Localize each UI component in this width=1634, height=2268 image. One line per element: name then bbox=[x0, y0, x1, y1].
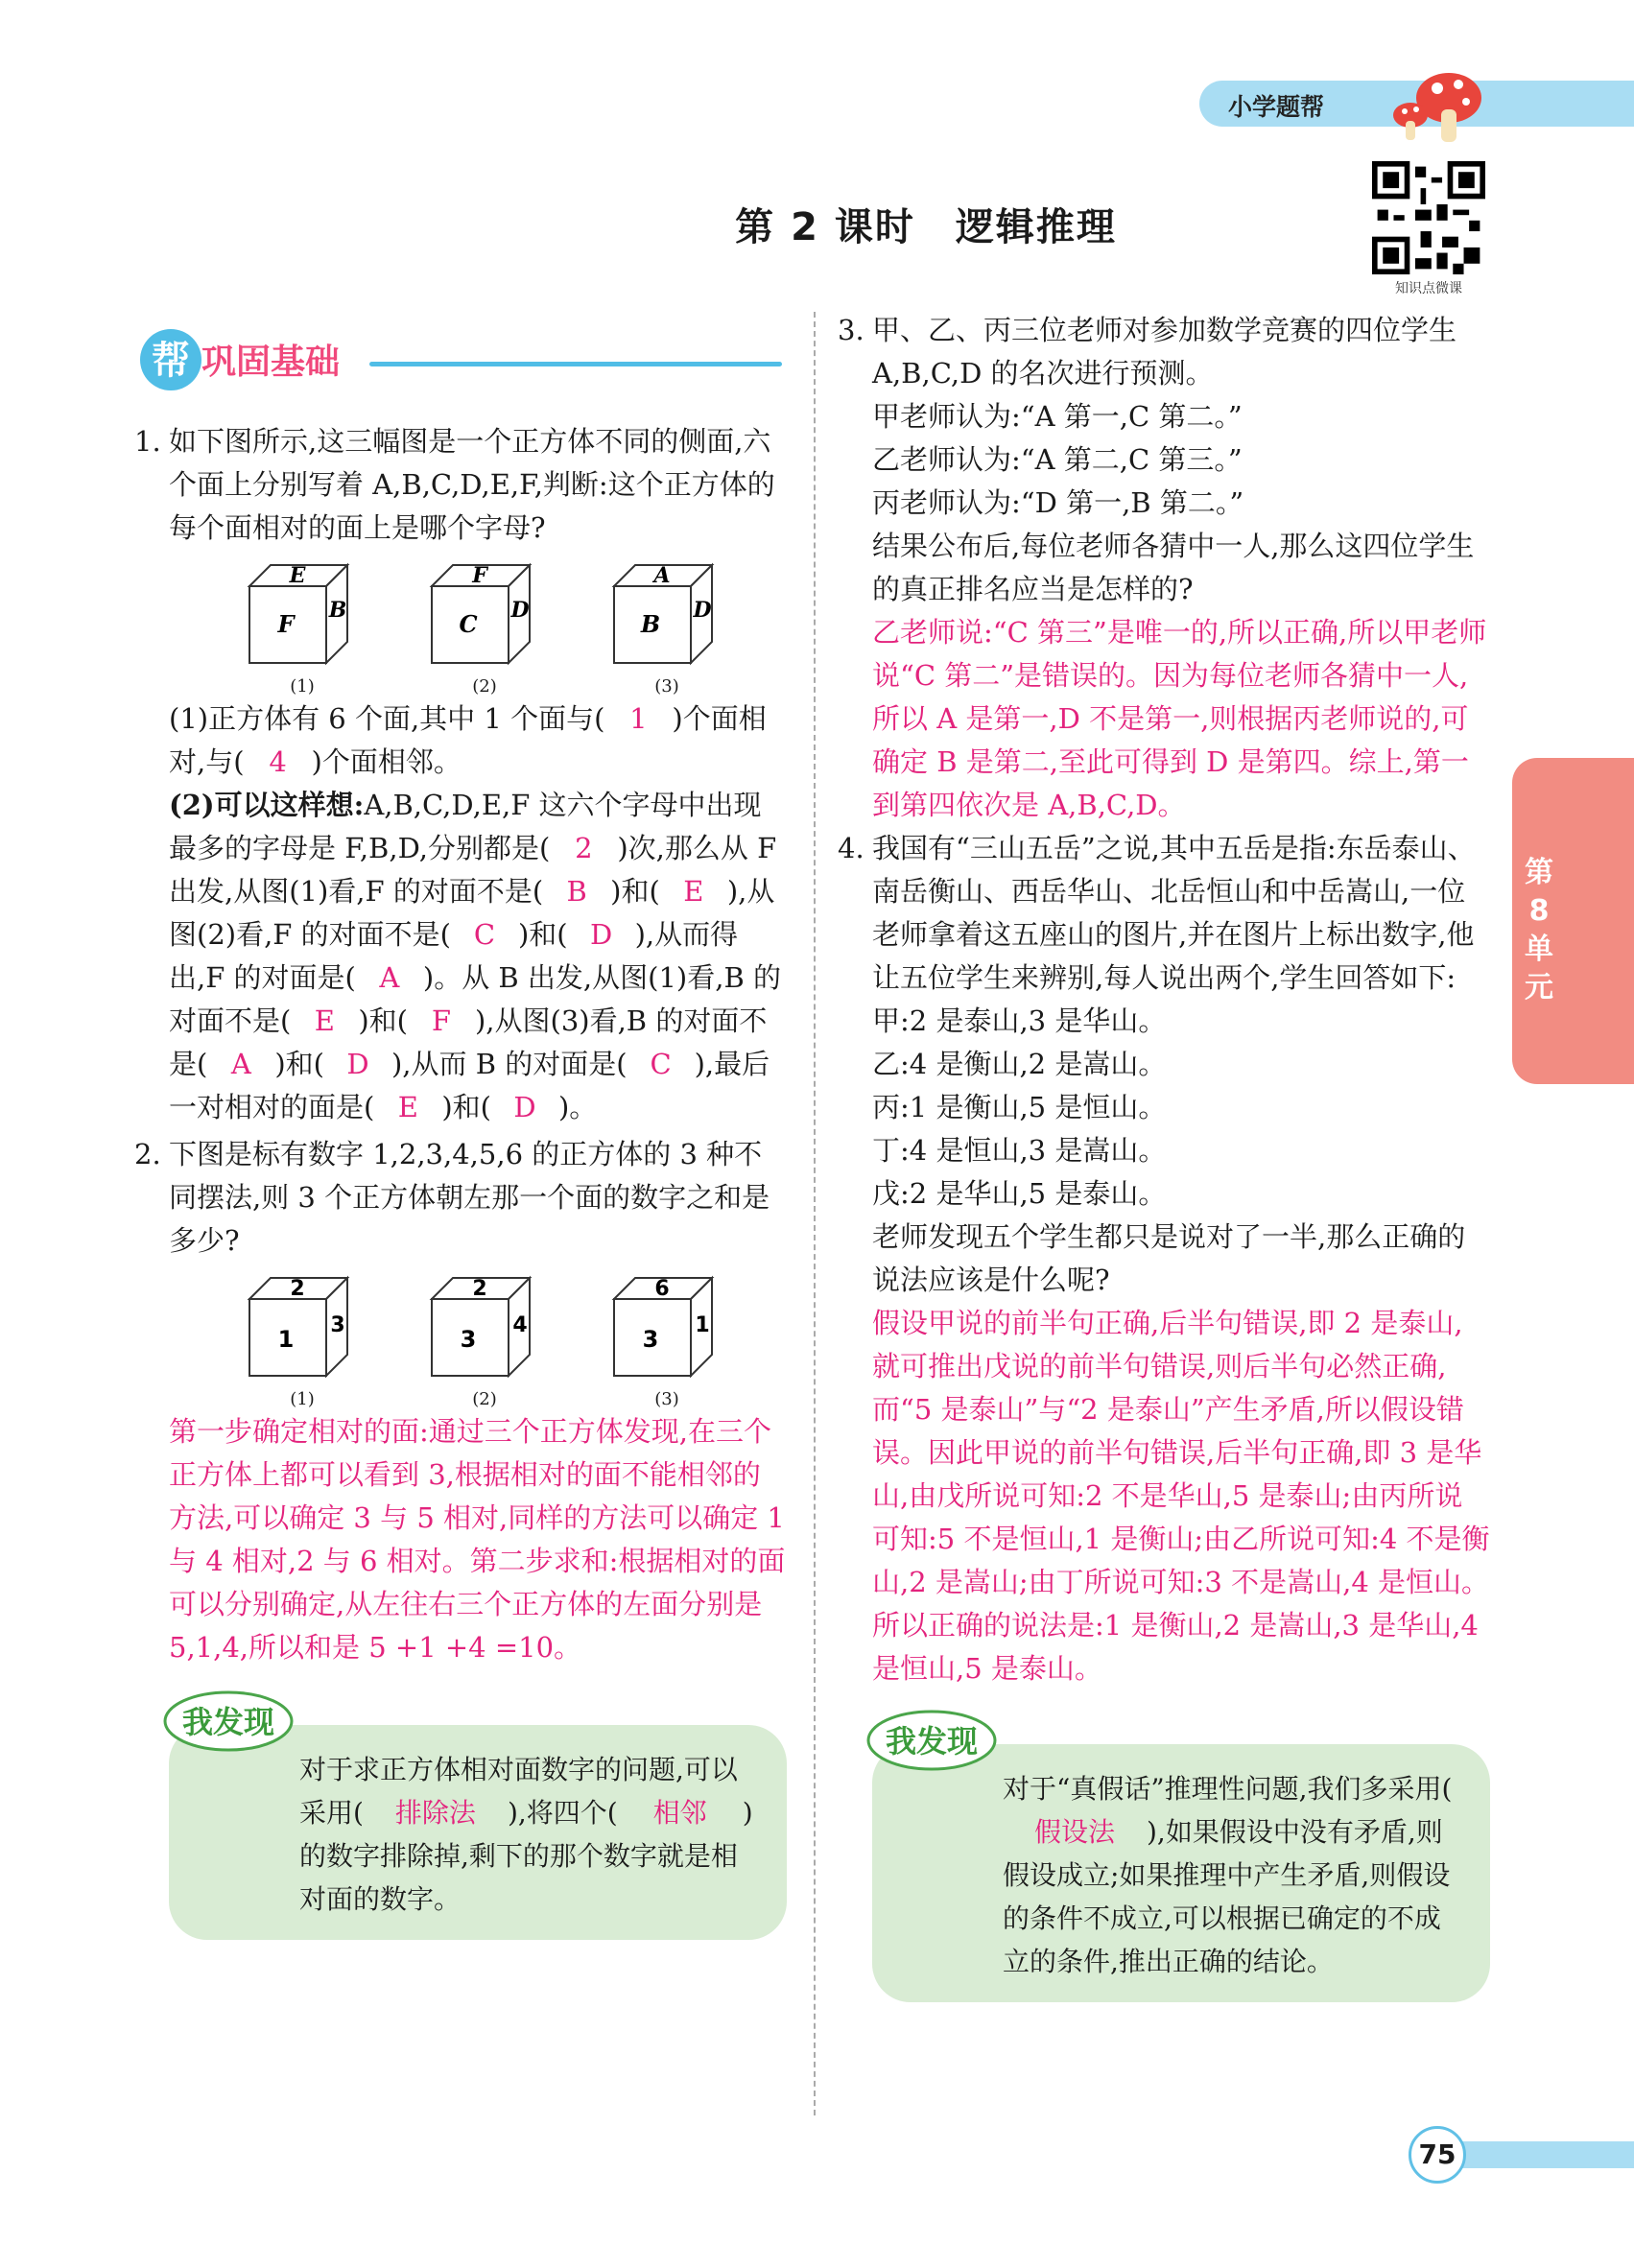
question-2 bbox=[134, 1133, 787, 1669]
q1-cube2-top: F bbox=[472, 563, 487, 588]
column-divider bbox=[814, 312, 816, 2115]
q1-p2-answer-8: F bbox=[431, 1004, 452, 1037]
q2-cube3-caption: (3) bbox=[654, 1389, 679, 1409]
discover-box-left bbox=[169, 1704, 787, 1940]
q1-p2-t9: ),从图(3)看,B 的对面不是( bbox=[169, 1004, 768, 1080]
q1-p2-t8: )和( bbox=[358, 1004, 408, 1037]
qr-caption: 知识点微课 bbox=[1395, 281, 1462, 296]
q1-cube3-right: D bbox=[693, 598, 712, 623]
q3-answer: 乙老师说:“C 第三”是唯一的,所以正确,所以甲老师说“C 第二”是错误的。因为每位老师各猜中一人,所以 A 是第一,D 不是第一,则根据丙老师说的,可确定 B 是第二,至此可得到 D 是第四。综上,第一到第四依次是 A,B,C,D。 bbox=[872, 616, 1487, 821]
q1-p2-answer-3: E bbox=[683, 875, 704, 908]
q3-number: 3. bbox=[838, 314, 864, 346]
q1-p2-answer-9: A bbox=[230, 1048, 251, 1080]
q1-p1-text-b: )个面相对,与( bbox=[169, 702, 767, 778]
q2-cube2-top: 2 bbox=[472, 1277, 487, 1301]
question-1 bbox=[134, 420, 787, 1129]
mushroom-icon bbox=[1382, 59, 1487, 146]
q1-cube-2 bbox=[422, 557, 547, 697]
q1-cube-row bbox=[240, 557, 787, 697]
discover-badge-left bbox=[161, 1689, 305, 1756]
q1-p2-t3: )和( bbox=[610, 875, 660, 908]
discover-left-t2: ),将四个( bbox=[507, 1797, 618, 1829]
q2-cube-1 bbox=[240, 1270, 365, 1410]
q1-p2-t1: A,B,C,D,E,F 这六个字母中出现最多的字母是 F,B,D,分别都是( bbox=[169, 789, 762, 864]
section-line bbox=[369, 362, 782, 366]
q2-cube2-caption: (2) bbox=[472, 1389, 497, 1409]
q2-cube1-top: 2 bbox=[290, 1277, 305, 1301]
q1-p2-t12: ),最后一对相对的面是( bbox=[169, 1048, 770, 1123]
brand-label: 小学题帮 bbox=[1228, 93, 1325, 121]
discover-right-answer-1: 假设法 bbox=[1033, 1816, 1115, 1848]
q4-line-4: 丁:4 是恒山,3 是嵩山。 bbox=[872, 1134, 1167, 1167]
q2-cube-3 bbox=[604, 1270, 729, 1410]
q1-p2-t6: ),从而得出,F 的对面是( bbox=[169, 918, 739, 994]
q1-part-2 bbox=[134, 784, 787, 1129]
q1-p2-t4: ),从图(2)看,F 的对面不是( bbox=[169, 875, 775, 951]
discover-right-t1: 对于“真假话”推理性问题,我们多采用( bbox=[1003, 1773, 1453, 1805]
right-column bbox=[838, 309, 1490, 2002]
q2-cube2-front: 3 bbox=[460, 1326, 477, 1353]
q2-cube1-front: 1 bbox=[277, 1326, 295, 1353]
q2-number: 2. bbox=[134, 1138, 161, 1170]
q1-cube1-caption: (1) bbox=[290, 676, 315, 697]
q4-number: 4. bbox=[838, 832, 864, 864]
q1-p2-t7: )。从 B 出发,从图(1)看,B 的对面不是( bbox=[169, 961, 781, 1037]
q1-p2-answer-12: E bbox=[397, 1091, 418, 1123]
q1-p2-answer-2: B bbox=[566, 875, 587, 908]
q1-cube1-top: E bbox=[289, 563, 306, 588]
q1-cube-3 bbox=[604, 557, 729, 697]
q1-p2-answer-11: C bbox=[650, 1048, 672, 1080]
q1-cube2-front: C bbox=[459, 610, 478, 638]
q2-answer: 第一步确定相对的面:通过三个正方体发现,在三个正方体上都可以看到 3,根据相对的面不能相邻的方法,可以确定 3 与 5 相对,同样的方法可以确定 1 与 4 相对,2 与 6 相对。第二步求和:根据相对的面可以分别确定,从左往右三个正方体的左面分别是 5,1,4,所以和是 5 +1 +4 =10。 bbox=[169, 1415, 786, 1664]
q1-p1-text-c: )个面相邻。 bbox=[311, 745, 462, 778]
q3-stem: 甲、乙、丙三位老师对参加数学竞赛的四位学生 A,B,C,D 的名次进行预测。 bbox=[872, 314, 1457, 390]
q2-cube3-right: 1 bbox=[695, 1313, 710, 1337]
q1-p2-t2: )次,那么从 F 出发,从图(1)看,F 的对面不是( bbox=[169, 832, 777, 908]
q1-cube1-front: F bbox=[277, 610, 295, 638]
q2-cube3-top: 6 bbox=[654, 1277, 670, 1301]
section-badge bbox=[134, 321, 374, 398]
discover-left-answer-1: 排除法 bbox=[394, 1797, 476, 1829]
q1-cube2-right: D bbox=[510, 598, 530, 623]
q2-stem: 下图是标有数字 1,2,3,4,5,6 的正方体的 3 种不同摆法,则 3 个正方体朝左那一个面的数字之和是多少? bbox=[169, 1138, 770, 1257]
q4-stem: 我国有“三山五岳”之说,其中五岳是指:东岳泰山、南岳衡山、西岳华山、北岳恒山和中岳嵩山,一位老师拿着这五座山的图片,并在图片上标出数字,他让五位学生来辨别,每人说出两个,学生回答如下: bbox=[872, 832, 1476, 994]
q1-p2-answer-4: C bbox=[473, 918, 496, 951]
discover-left-t1: 对于求正方体相对面数字的问题,可以采用( bbox=[299, 1754, 738, 1829]
q1-number: 1. bbox=[134, 425, 161, 458]
q3-line-4: 结果公布后,每位老师各猜中一人,那么这四位学生的真正排名应当是怎样的? bbox=[872, 530, 1475, 605]
q1-part-1 bbox=[134, 697, 787, 784]
q3-line-3: 丙老师认为:“D 第一,B 第二。” bbox=[872, 486, 1244, 519]
q1-stem: 如下图所示,这三幅图是一个正方体不同的侧面,六个面上分别写着 A,B,C,D,E,F,判断:这个正方体的每个面相对的面上是哪个字母? bbox=[169, 425, 775, 544]
discover-left-t3: )的数字排除掉,剩下的那个数字就是相对面的数字。 bbox=[299, 1797, 753, 1915]
q1-p1-text-a: (1)正方体有 6 个面,其中 1 个面与( bbox=[169, 702, 605, 735]
q1-p2-answer-1: 2 bbox=[575, 832, 593, 864]
q1-p1-answer-1: 1 bbox=[629, 702, 648, 735]
q3-line-1: 甲老师认为:“A 第一,C 第二。” bbox=[872, 400, 1243, 433]
q1-p2-answer-6: A bbox=[379, 961, 400, 994]
q1-p2-answer-13: D bbox=[513, 1091, 536, 1123]
section-badge-text: 巩固基础 bbox=[201, 343, 341, 382]
q2-cube3-front: 3 bbox=[642, 1326, 659, 1353]
discover-right-t2: ),如果假设中没有矛盾,则假设成立;如果推理中产生矛盾,则假设的条件不成立,可以根据已确定的不成立的条件,推出正确的结论。 bbox=[1003, 1816, 1451, 1977]
q3-line-2: 乙老师认为:“A 第二,C 第三。” bbox=[872, 443, 1243, 476]
q1-cube3-caption: (3) bbox=[654, 676, 679, 697]
q1-p2-t11: ),从而 B 的对面是( bbox=[391, 1048, 628, 1080]
q1-cube-1 bbox=[240, 557, 365, 697]
q1-p2-t10: )和( bbox=[274, 1048, 324, 1080]
q1-cube1-right: B bbox=[328, 598, 347, 623]
page-title: 第 2 课时 逻辑推理 bbox=[735, 205, 1117, 249]
q4-line-3: 丙:1 是衡山,5 是恒山。 bbox=[872, 1091, 1167, 1123]
q1-p2-answer-5: D bbox=[589, 918, 613, 951]
unit-tab-label: 第8单元 bbox=[1525, 856, 1553, 1004]
q2-cube-2 bbox=[422, 1270, 547, 1410]
q4-answer: 假设甲说的前半句正确,后半句错误,即 2 是泰山,就可推出戊说的前半句错误,则后半句必然正确,而“5 是泰山”与“2 是泰山”产生矛盾,所以假设错误。因此甲说的前半句错误,后半句正确,即 3 是华山,由戊所说可知:2 不是华山,5 是泰山;由丙所说可知:5 不是恒山,1 是衡山;由乙所说可知:4 不是衡山,2 是嵩山;由丁所说可知:3 不是嵩山,4 是恒山。所以正确的说法是:1 是衡山,2 是嵩山,3 是华山,4 是恒山,5 是泰山。 bbox=[872, 1307, 1490, 1685]
q1-cube3-top: A bbox=[653, 563, 671, 588]
discover-left-text bbox=[194, 1748, 764, 1921]
page-number: 75 bbox=[1409, 2126, 1466, 2184]
question-4 bbox=[838, 827, 1490, 1690]
discover-box-right bbox=[872, 1723, 1490, 2002]
q4-line-2: 乙:4 是衡山,2 是嵩山。 bbox=[872, 1048, 1167, 1080]
q4-line-6: 老师发现五个学生都只是说对了一半,那么正确的说法应该是什么呢? bbox=[872, 1220, 1466, 1296]
question-3 bbox=[838, 309, 1490, 827]
section-badge-first: 帮 bbox=[152, 339, 190, 383]
q1-p2-t13: )和( bbox=[441, 1091, 491, 1123]
discover-left-answer-2: 相邻 bbox=[652, 1797, 707, 1829]
q1-p2-t14: )。 bbox=[557, 1091, 598, 1123]
q2-cube2-right: 4 bbox=[512, 1313, 528, 1337]
q1-p2-t5: )和( bbox=[517, 918, 568, 951]
qr-code-icon[interactable] bbox=[1372, 161, 1485, 274]
discover-badge-right-label: 我发现 bbox=[885, 1723, 979, 1760]
discover-badge-left-label: 我发现 bbox=[181, 1704, 275, 1740]
q1-p2-answer-7: E bbox=[314, 1004, 335, 1037]
q1-cube2-caption: (2) bbox=[472, 676, 497, 697]
discover-badge-right bbox=[864, 1708, 1008, 1775]
q2-cube1-caption: (1) bbox=[290, 1389, 315, 1409]
q4-line-5: 戊:2 是华山,5 是泰山。 bbox=[872, 1177, 1167, 1210]
q1-p2-label: (2)可以这样想: bbox=[169, 789, 365, 821]
left-column bbox=[134, 420, 787, 1940]
q1-p1-answer-2: 4 bbox=[269, 745, 287, 778]
q1-p2-answer-10: D bbox=[346, 1048, 369, 1080]
discover-right-text bbox=[897, 1767, 1467, 1983]
q2-cube-row bbox=[240, 1270, 787, 1410]
q1-cube3-front: B bbox=[640, 610, 661, 638]
q2-cube1-right: 3 bbox=[330, 1313, 345, 1337]
q4-line-1: 甲:2 是泰山,3 是华山。 bbox=[872, 1004, 1167, 1037]
